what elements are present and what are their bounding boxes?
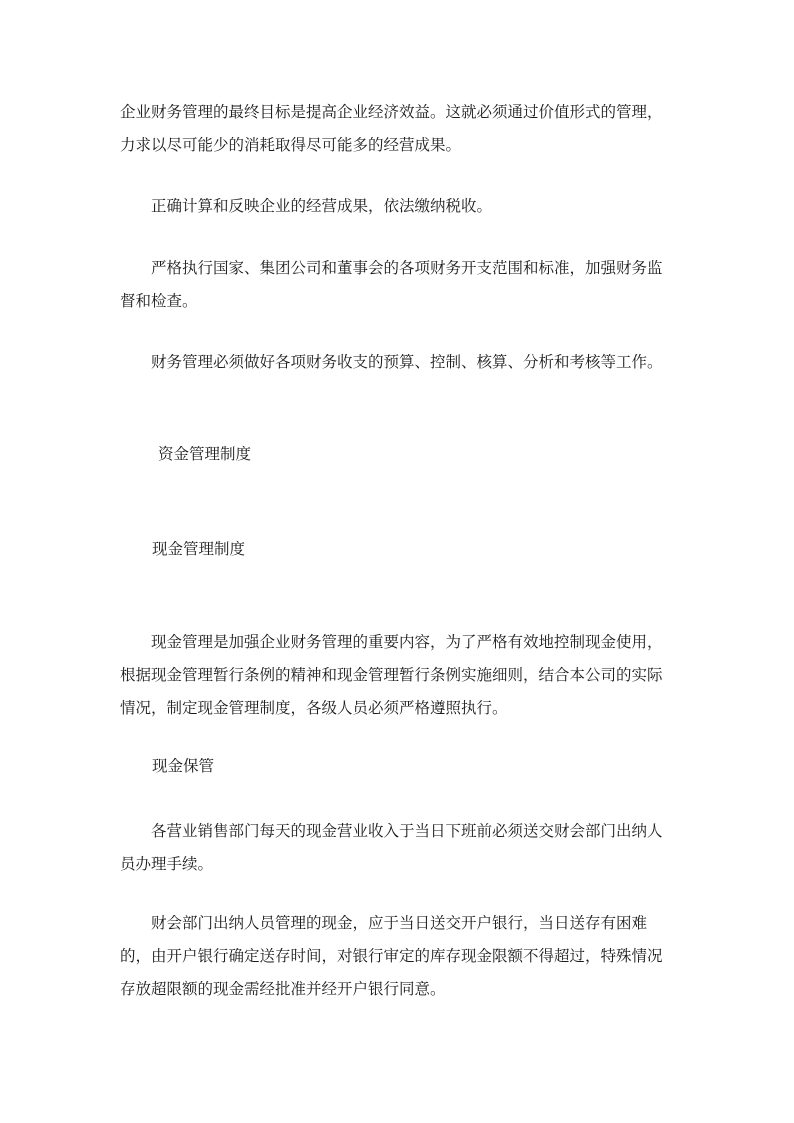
heading-cash-management: 现金管理制度 [152, 540, 246, 558]
heading-fund-management: 资金管理制度 [158, 445, 252, 463]
paragraph-bank-deposit-limit: 财会部门出纳人员管理的现金，应于当日送交开户银行，当日送存有困难的，由开户银行确定送存时间，对银行审定的库存现金限额不得超过，特殊情况存放超限额的现金需经批准并经开户银行同意。 [120, 914, 663, 998]
paragraph-business-goal: 企业财务管理的最终目标是提高企业经济效益。这就必须通过价值形式的管理，力求以尽可能少的消耗取得尽可能多的经营成果。 [120, 103, 663, 154]
paragraph-budget-control: 财务管理必须做好各项财务收支的预算、控制、核算、分析和考核等工作。 [151, 353, 663, 371]
heading-cash-custody: 现金保管 [152, 757, 215, 775]
paragraph-expense-standards: 严格执行国家、集团公司和董事会的各项财务开支范围和标准，加强财务监督和检查。 [120, 259, 663, 310]
paragraph-tax: 正确计算和反映企业的经营成果，依法缴纳税收。 [151, 197, 493, 215]
paragraph-daily-cash-deposit: 各营业销售部门每天的现金营业收入于当日下班前必须送交财会部门出纳人员办理手续。 [120, 822, 663, 873]
paragraph-cash-management-intro: 现金管理是加强企业财务管理的重要内容，为了严格有效地控制现金使用，根据现金管理暂行条例的精神和现金管理暂行条例实施细则，结合本公司的实际情况，制定现金管理制度，各级人员必须严格遵照执行。 [120, 633, 663, 717]
